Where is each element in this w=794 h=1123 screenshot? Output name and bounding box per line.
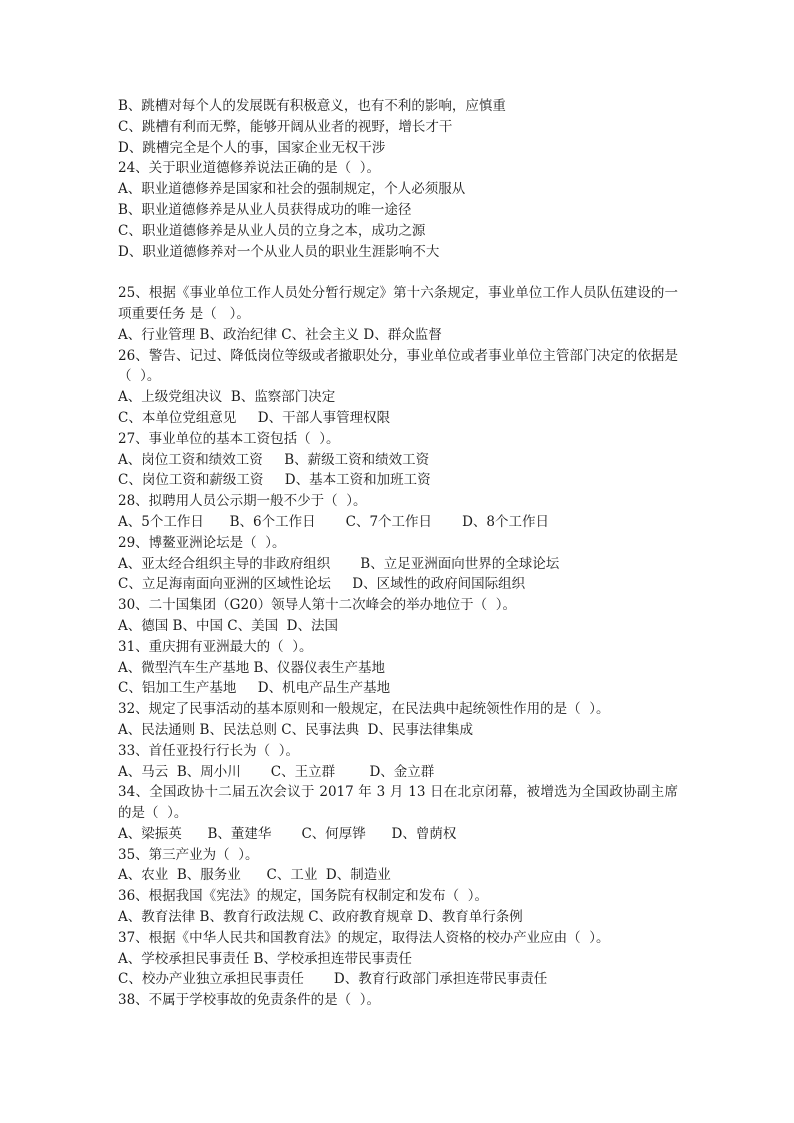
text-line: 38、不属于学校事故的免责条件的是（ ）。 (118, 992, 381, 1009)
text-line: 24、关于职业道德修养说法正确的是（ ）。 (118, 160, 381, 177)
text-line: C、岗位工资和薪级工资 D、基本工资和加班工资 (118, 472, 431, 489)
document-body (118, 96, 678, 1011)
text-line: A、教育法律 B、教育行政法规 C、政府教育规章 D、教育单行条例 (118, 909, 523, 926)
text-line: C、本单位党组意见 D、干部人事管理权限 (118, 409, 391, 426)
text-line: 33、首任亚投行行长为（ ）。 (118, 742, 300, 759)
text-line: A、行业管理 B、政治纪律 C、社会主义 D、群众监督 (118, 326, 442, 343)
text-line: 37、根据《中华人民共和国教育法》的规定，取得法人资格的校办产业应由（ ）。 (118, 929, 610, 946)
text-line: 36、根据我国《宪法》的规定，国务院有权制定和发布（ ）。 (118, 888, 489, 905)
text-line: A、学校承担民事责任 B、学校承担连带民事责任 (118, 950, 412, 967)
text-line: A、农业 B、服务业 C、工业 D、制造业 (118, 867, 391, 884)
text-line: D、职业道德修养对一个从业人员的职业生涯影响不大 (118, 243, 440, 260)
text-line: 35、第三产业为（ ）。 (118, 846, 259, 863)
text-line: 25、根据《事业单位工作人员处分暂行规定》第十六条规定，事业单位工作人员队伍建设的一项重要任务 是（ ）。 (118, 285, 678, 322)
text-line: A、5个工作日 B、6个工作日 C、7个工作日 D、8个工作日 (118, 513, 550, 530)
text-line: C、职业道德修养是从业人员的立身之本，成功之源 (118, 222, 426, 239)
text-line: B、职业道德修养是从业人员获得成功的唯一途径 (118, 201, 412, 218)
text-line: A、梁振英 B、董建华 C、何厚铧 D、曾荫权 (118, 825, 457, 842)
text-line: 32、规定了民事活动的基本原则和一般规定，在民法典中起统领性作用的是（ ）。 (118, 701, 610, 718)
text-line: A、马云 B、周小川 C、王立群 D、金立群 (118, 763, 435, 780)
text-line: C、跳槽有利而无弊，能够开阔从业者的视野，增长才干 (118, 118, 453, 135)
text-line: 31、重庆拥有亚洲最大的（ ）。 (118, 638, 313, 655)
text-line: A、亚太经合组织主导的非政府组织 B、立足亚洲面向世界的全球论坛 (118, 555, 560, 572)
text-line: D、跳槽完全是个人的事，国家企业无权干涉 (118, 139, 386, 156)
text-line: 27、事业单位的基本工资包括（ ）。 (118, 430, 340, 447)
text-line: A、德国 B、中国 C、美国 D、法国 (118, 617, 338, 634)
text-line: 30、二十国集团（G20）领导人第十二次峰会的举办地位于（ ）。 (118, 597, 516, 614)
text-line: 29、博鳌亚洲论坛是（ ）。 (118, 534, 286, 551)
text-line: C、铝加工生产基地 D、机电产品生产基地 (118, 680, 391, 697)
text-line: A、民法通则 B、民法总则 C、民事法典 D、民事法律集成 (118, 721, 473, 738)
text-line: A、微型汽车生产基地 B、仪器仪表生产基地 (118, 659, 385, 676)
text-line: 28、拟聘用人员公示期一般不少于（ ）。 (118, 493, 367, 510)
blank-line (118, 262, 678, 283)
text-line: A、职业道德修养是国家和社会的强制规定，个人必须服从 (118, 181, 466, 198)
text-line: C、校办产业独立承担民事责任 D、教育行政部门承担连带民事责任 (118, 971, 548, 988)
text-line: 34、全国政协十二届五次会议于 2017 年 3 月 13 日在北京闭幕，被增选为全国政协副主席的是（ ）。 (118, 784, 678, 822)
text-line: C、立足海南面向亚洲的区域性论坛 D、区域性的政府间国际组织 (118, 576, 526, 593)
text-line: A、岗位工资和绩效工资 B、薪级工资和绩效工资 (118, 451, 430, 468)
text-line: 26、警告、记过、降低岗位等级或者撤职处分，事业单位或者事业单位主管部门决定的依据是（ ）。 (118, 347, 678, 385)
text-line: B、跳槽对每个人的发展既有积极意义，也有不利的影响，应慎重 (118, 98, 506, 114)
text-line: A、上级党组决议 B、监察部门决定 (118, 389, 336, 406)
